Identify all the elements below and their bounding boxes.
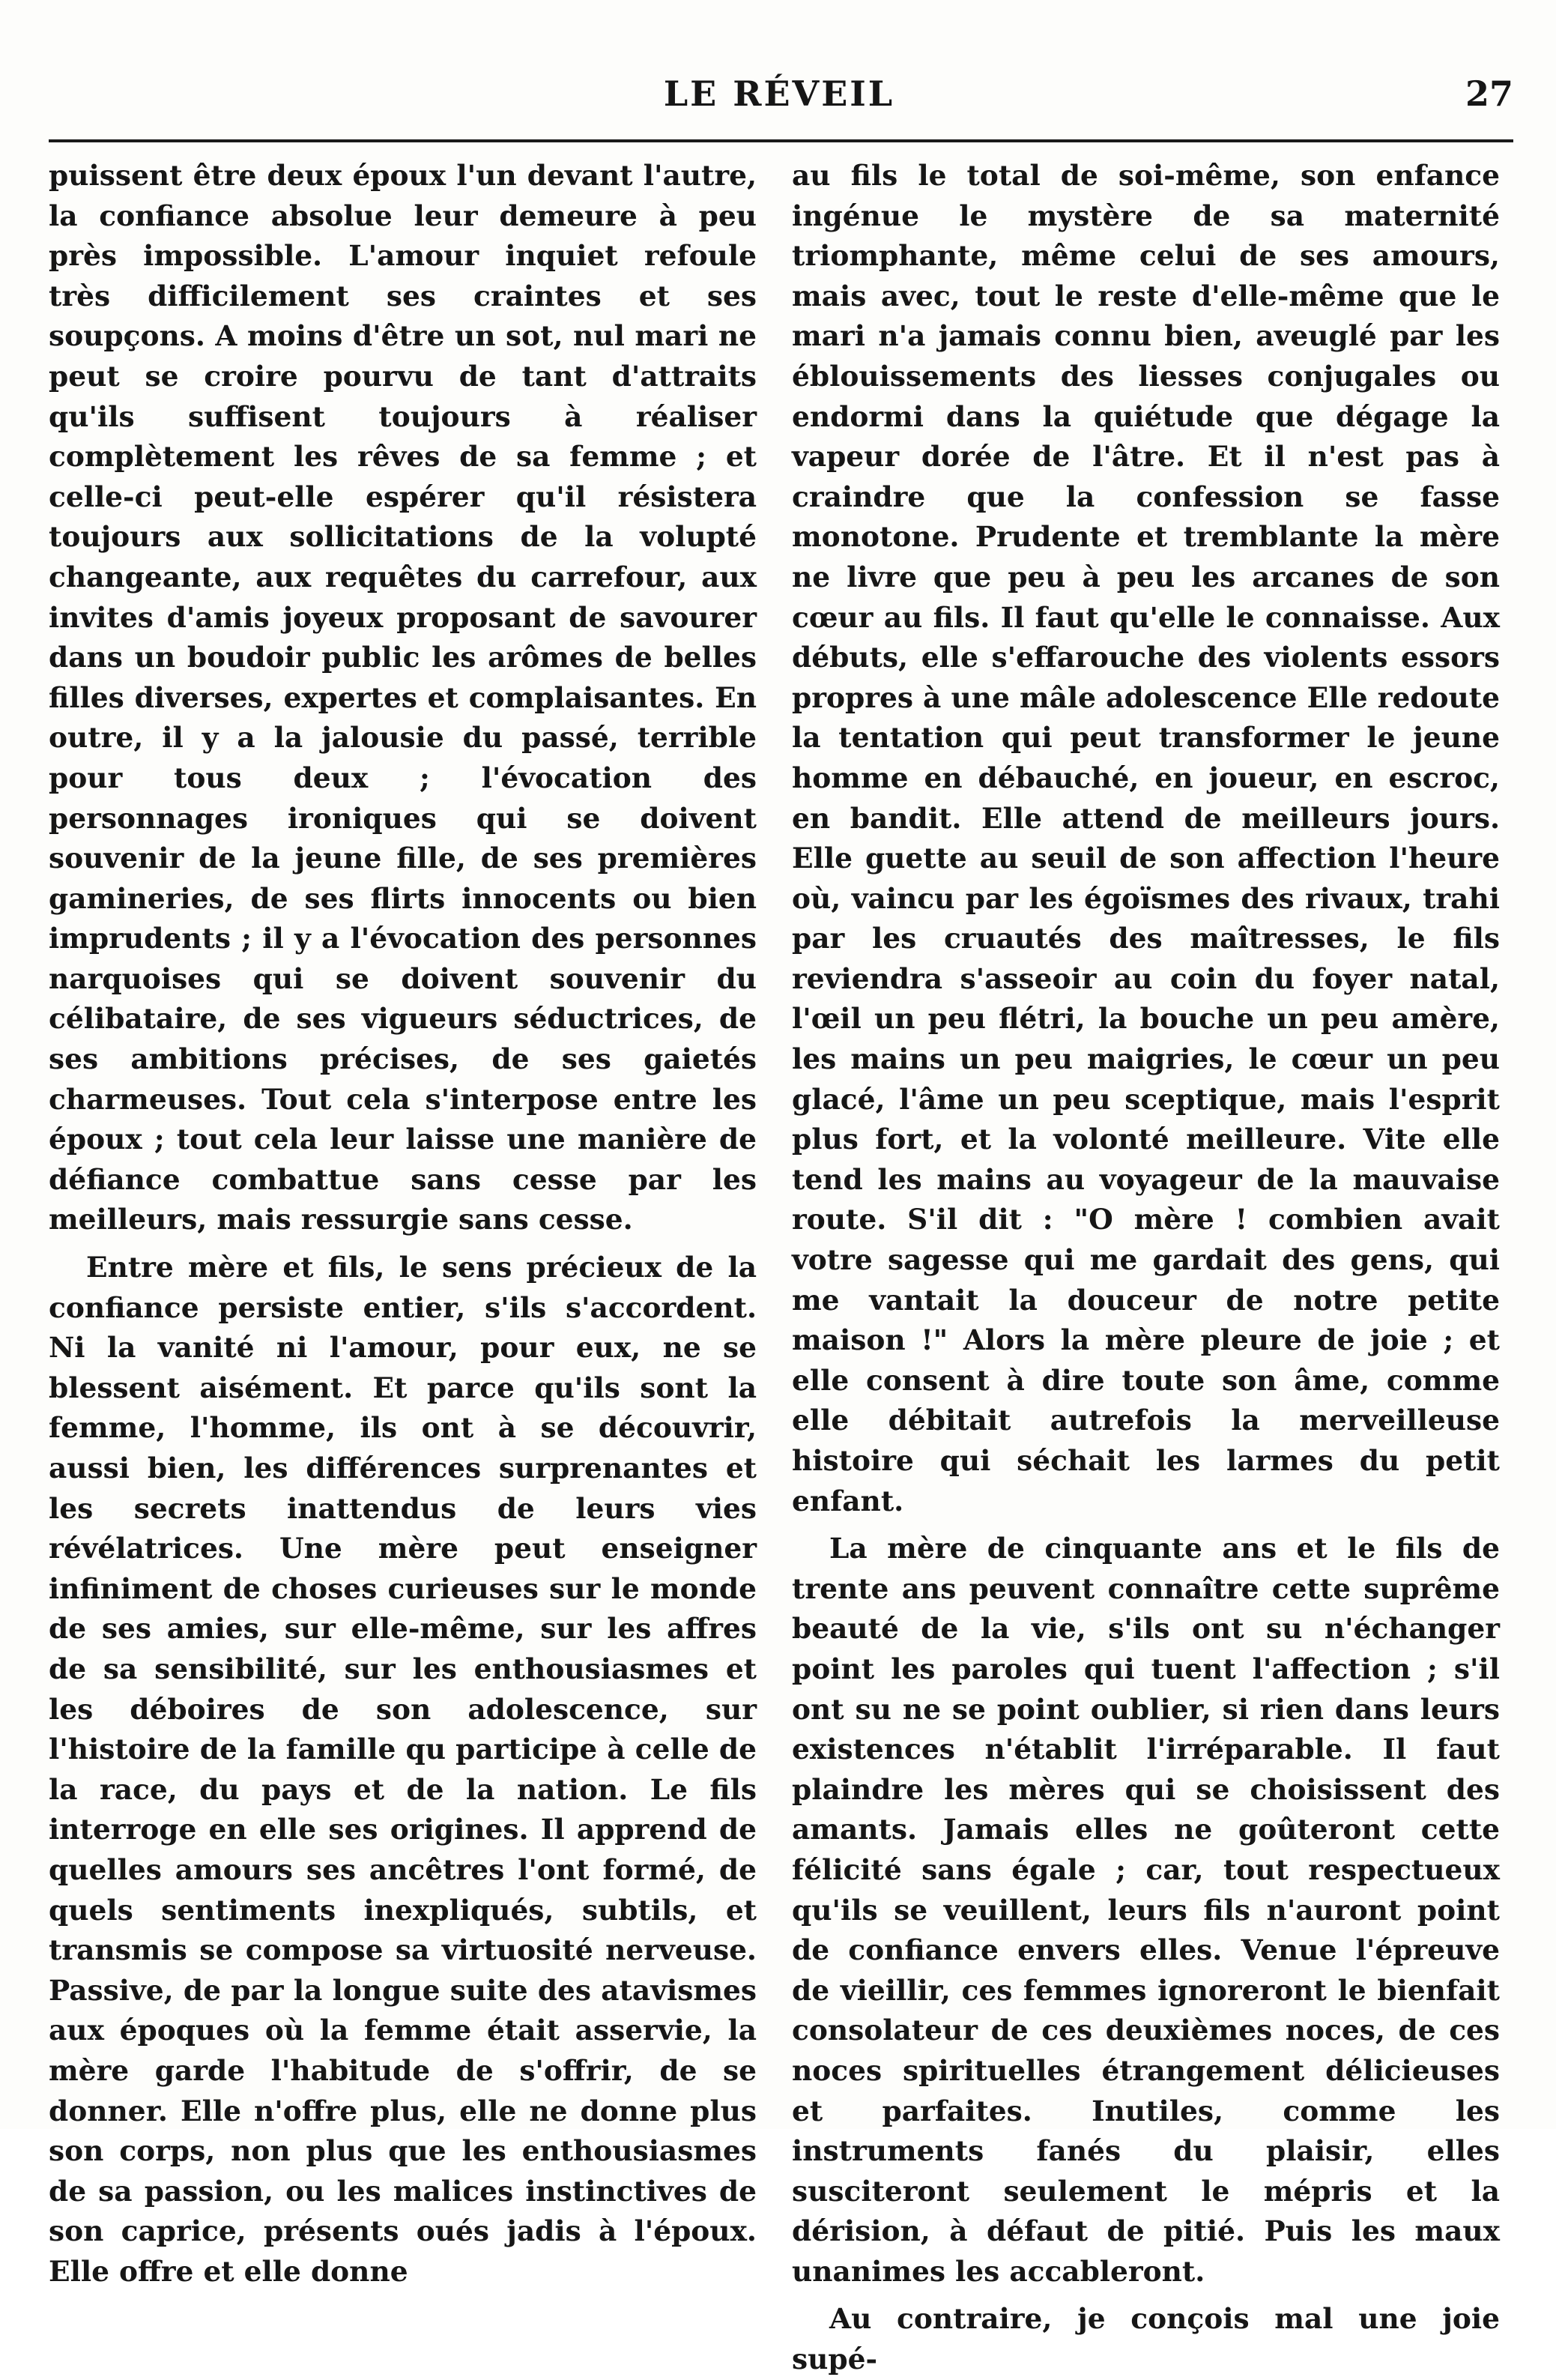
paragraph: Entre mère et fils, le sens précieux de la confiance persiste entier, s'ils s'accordent. Ni la vanité ni l'amour, pour eux, ne se blessent aisément. Et parce qu'ils sont la femme, l'homme, ils ont à se découvrir, aussi bien, les différences surprenantes et les secrets inattendus de leurs vies révélatrices. Une mère peut enseigner infiniment de choses curieuses sur le monde de ses amies, sur elle-même, sur les affres de sa sensibilité, sur les enthousiasmes et les déboires de son adolescence, sur l'histoire de la famille qu participe à celle de la race, du pays et de la nation. Le fils interroge en elle ses origines. Il apprend de quelles amours ses ancêtres l'ont formé, de quels sentiments inexpliqués, subtils, et transmis se compose sa virtuosité nerveuse. Passive, de par la longue suite des atavismes aux époques où la femme était asservie, la mère garde l'habitude de s'offrir, de se donner. Elle n'offre plus, elle ne donne plus son corps, non plus que les enthousiasmes de sa passion, ou les malices instinctives de son caprice, présents oués jadis à l'époux. Elle offre et elle donne bbox=[49, 1251, 757, 2288]
running-title: LE RÉVEIL bbox=[663, 73, 895, 114]
paragraph: La mère de cinquante ans et le fils de trente ans peuvent connaître cette suprême beauté de la vie, s'ils ont su n'échanger point les paroles qui tuent l'affection ; s'il ont su ne se point oublier, si rien dans leurs existences n'établit l'irréparable. Il faut plaindre les mères qui se choisissent des amants. Jamais elles ne goûteront cette félicité sans égale ; car, tout respectueux qu'ils se veuillent, leurs fils n'auront point de confiance envers elles. Venue l'épreuve de vieillir, ces femmes ignoreront le bienfait consolateur de ces deuxièmes noces, de ces noces spirituelles étrangement délicieuses et parfaites. Inutiles, comme les instruments fanés du plaisir, elles susciteront seulement le mépris et la dérision, à défaut de pitié. Puis les maux unanimes les accableront. bbox=[792, 1532, 1500, 2288]
right-column bbox=[792, 156, 1500, 2380]
paragraph: au fils le total de soi-même, son enfance ingénue le mystère de sa maternité triomphante, même celui de ses amours, mais avec, tout le reste d'elle-même que le mari n'a jamais connu bien, aveuglé par les éblouissements des liesses conjugales ou endormi dans la quiétude que dégage la vapeur dorée de l'âtre. Et il n'est pas à craindre que la confession se fasse monotone. Prudente et tremblante la mère ne livre que peu à peu les arcanes de son cœur au fils. Il faut qu'elle le connaisse. Aux débuts, elle s'effarouche des violents essors propres à une mâle adolescence Elle redoute la tentation qui peut transformer le jeune homme en débauché, en joueur, en escroc, en bandit. Elle attend de meilleurs jours. Elle guette au seuil de son affection l'heure où, vaincu par les égoïsmes des rivaux, trahi par les cruautés des maîtresses, le fils reviendra s'asseoir au coin du foyer natal, l'œil un peu flétri, la bouche un peu amère, les mains un peu maigries, le cœur un peu glacé, l'âme un peu sceptique, mais l'esprit plus fort, et la volonté meilleure. Vite elle tend les mains au voyageur de la mauvaise route. S'il dit : "O mère ! combien avait votre sagesse qui me gardait des gens, qui me vantait la douceur de notre petite maison !" Alors la mère pleure de joie ; et elle consent à dire toute son âme, comme elle débitait autrefois la merveilleuse histoire qui séchait les larmes du petit enfant. bbox=[792, 159, 1500, 1517]
left-column bbox=[49, 156, 757, 2292]
paragraph: Au contraire, je conçois mal une joie supé- bbox=[792, 2302, 1500, 2376]
page-header bbox=[45, 73, 1513, 126]
header-rule bbox=[49, 139, 1513, 142]
page-number: 27 bbox=[1465, 73, 1513, 114]
paragraph: puissent être deux époux l'un devant l'autre, la confiance absolue leur demeure à peu près impossible. L'amour inquiet refoule très difficilement ses craintes et ses soupçons. A moins d'être un sot, nul mari ne peut se croire pourvu de tant d'attraits qu'ils suffisent toujours à réaliser complètement les rêves de sa femme ; et celle-ci peut-elle espérer qu'il résistera toujours aux sollicitations de la volupté changeante, aux requêtes du carrefour, aux invites d'amis joyeux proposant de savourer dans un boudoir public les arômes de belles filles diverses, expertes et complaisantes. En outre, il y a la jalousie du passé, terrible pour tous deux ; l'évocation des personnages ironiques qui se doivent souvenir de la jeune fille, de ses premières gamineries, de ses flirts innocents ou bien imprudents ; il y a l'évocation des personnes narquoises qui se doivent souvenir du célibataire, de ses vigueurs séductrices, de ses ambitions précises, de ses gaietés charmeuses. Tout cela s'interpose entre les époux ; tout cela leur laisse une manière de défiance combattue sans cesse par les meilleurs, mais ressurgie sans cesse. bbox=[49, 159, 757, 1236]
